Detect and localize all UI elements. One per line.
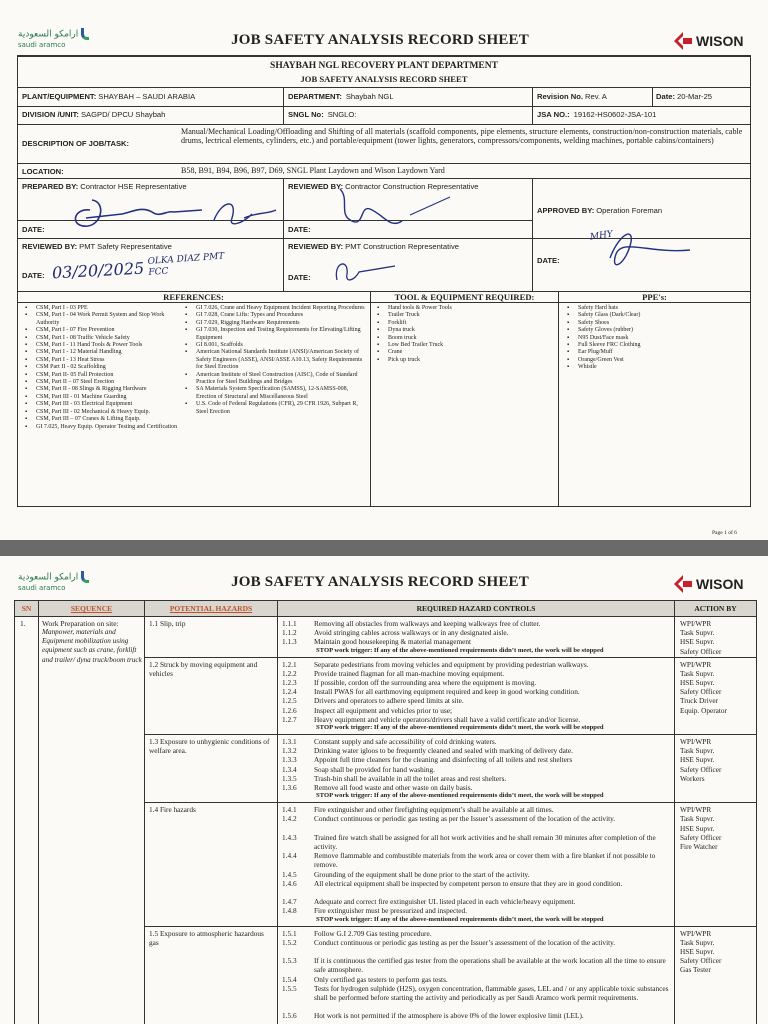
control-text: Fire extinguisher must be pressurized and inspected. bbox=[314, 906, 467, 916]
reference-item: ▪ CSM, Part III - 02 Mechanical & Heavy Equip. bbox=[24, 409, 178, 416]
action-by: WPI/WPR Task Supvr. HSE Supvr. Safety Officer Workers bbox=[680, 737, 722, 783]
tool-item: ▪ Low Bed Trailer Truck bbox=[376, 342, 546, 349]
control-text: If it is continuous the certified gas tester from the operations shall be available at the work location all the time to ensure safe atmosphere. bbox=[314, 956, 666, 975]
wison-logo-text-p2: WISON bbox=[696, 576, 744, 592]
reference-item: ▪ CSM, Part II – 07 Steel Erection bbox=[24, 379, 178, 386]
reference-item: ▪ CSM, Part I - 13 Heat Stress bbox=[24, 357, 178, 364]
control-code: 1.2.4 bbox=[282, 687, 297, 697]
col-sequence: SEQUENCE bbox=[70, 604, 113, 613]
reviewed-contractor-field: REVIEWED BY: Contractor Construction Representative bbox=[288, 182, 479, 191]
reference-item: ▪ CSM, Part I - 07 Fire Prevention bbox=[24, 327, 178, 334]
action-by: WPI/WPR Task Supvr. HSE Supvr. Safety Officer Fire Watcher bbox=[680, 805, 722, 851]
control-code: 1.3.4 bbox=[282, 764, 297, 774]
wison-logo bbox=[672, 30, 743, 52]
description-label: DESCRIPTION OF JOB/TASK: bbox=[22, 139, 130, 148]
control-code: 1.5.4 bbox=[282, 974, 297, 984]
control-text: Soap shall be provided for hand washing. bbox=[314, 764, 435, 774]
department-header: SHAYBAH NGL RECOVERY PLANT DEPARTMENT bbox=[270, 61, 498, 71]
date-reviewed-label: DATE: bbox=[288, 225, 311, 234]
hazard-item: 1.3 Exposure to unhygienic conditions of welfare area. bbox=[149, 737, 270, 756]
logo-sub-text: saudi aramco bbox=[18, 41, 66, 49]
jsa-field: JSA NO.: 19162-HS0602-JSA-101 bbox=[537, 110, 657, 119]
page-number: Page 1 of 6 bbox=[712, 530, 737, 536]
ppe-item: ▪ Safety Shoes bbox=[566, 320, 736, 327]
sngl-field: SNGL No: SNGLO: bbox=[288, 110, 357, 119]
group-divider bbox=[145, 734, 756, 735]
date-approved-label: DATE: bbox=[537, 256, 560, 265]
ppe-header: PPE's: bbox=[642, 292, 667, 302]
page-title: JOB SAFETY ANALYSIS RECORD SHEET bbox=[231, 32, 529, 48]
control-code: 1.5.5 bbox=[282, 983, 297, 993]
reference-item: ▪ GI 7.025, Heavy Equip. Operator Testing and Certification bbox=[24, 424, 178, 431]
control-code: 1.1.3 bbox=[282, 637, 297, 647]
reviewed-pmt-safety-field: REVIEWED BY: PMT Safety Representative bbox=[22, 242, 172, 251]
reference-item: ▪ GI 7.029, Rigging Hardware Requirements bbox=[184, 320, 366, 327]
control-code: 1.4.8 bbox=[282, 906, 297, 916]
hazard-item: 1.4 Fire hazards bbox=[149, 805, 196, 815]
references-list-1 bbox=[24, 305, 178, 431]
signature-contractor bbox=[330, 185, 490, 240]
group-divider bbox=[145, 802, 756, 803]
location-label: LOCATION: bbox=[22, 167, 64, 176]
signature-approved bbox=[580, 224, 700, 274]
handwritten-name: OLKA DIAZ PMT FCC bbox=[147, 251, 225, 278]
reference-item: ▪ GI 8.001, Scaffolds bbox=[184, 342, 366, 349]
logo-sub-text-p2: saudi aramco bbox=[18, 584, 66, 592]
ppe-item: ▪ Safety Gloves (rubber) bbox=[566, 327, 736, 334]
signature-prepared bbox=[62, 188, 282, 238]
ppe-item: ▪ Full Sleeve FRC Clothing bbox=[566, 342, 736, 349]
control-text: Drivers and operators to adhere speed limits at site. bbox=[314, 696, 464, 706]
date-pmt-construction-label: DATE: bbox=[288, 273, 311, 282]
control-text: Follow G.I 2.709 Gas testing procedure. bbox=[314, 928, 432, 938]
control-code: 1.5.1 bbox=[282, 928, 297, 938]
control-text: Drinking water igloos to be frequently cleaned and sealed with marking of delivery date. bbox=[314, 746, 573, 756]
signature-pmt-construction bbox=[325, 250, 415, 290]
logo-arabic-text: ارامكو السعودية bbox=[18, 29, 79, 40]
stop-work-trigger: STOP work trigger: If any of the above-mentioned requirements didn’t meet, the work will be stopped bbox=[316, 915, 604, 923]
date-prepared-label: DATE: bbox=[22, 225, 45, 234]
control-text: Trash-bin shall be available in all the toilet areas and rest shelters. bbox=[314, 773, 507, 783]
reference-item: ▪ CSM, Part II- 05 Fall Protection bbox=[24, 372, 178, 379]
date-pmt-label: DATE: bbox=[22, 271, 45, 280]
control-text: Hot work is not permitted if the atmosphere is above 0% of the lower explosive limit (LEL). bbox=[314, 1011, 584, 1021]
approved-field: APPROVED BY: Operation Foreman bbox=[537, 206, 663, 215]
tools-list bbox=[376, 305, 546, 364]
reference-item: ▪ CSM, Part III - 01 Machine Guarding bbox=[24, 394, 178, 401]
revision-field: Revision No. Rev. A bbox=[537, 92, 607, 101]
col-controls: REQUIRED HAZARD CONTROLS bbox=[416, 604, 536, 613]
control-code: 1.3.5 bbox=[282, 773, 297, 783]
control-text: Adequate and correct fire extinguisher UL listed placed in each vehicle/heavy equipment. bbox=[314, 897, 576, 907]
control-code: 1.2.3 bbox=[282, 678, 297, 687]
reference-item: ▪ U.S. Code of Federal Regulations (CFR), 29 CFR 1926, Subpart R, Steel Erection bbox=[184, 401, 366, 416]
col-action: ACTION BY bbox=[694, 604, 737, 613]
control-text: Grounding of the equipment shall be done prior to the start of the activity. bbox=[314, 869, 530, 879]
department-field: DEPARTMENT: Shaybah NGL bbox=[288, 92, 394, 101]
ppe-item: ▪ Safety Glass (Dark/Clear) bbox=[566, 312, 736, 319]
control-text: Heavy equipment and vehicle operators/drivers shall have a valid certificate and/or license. bbox=[314, 714, 581, 724]
logo-arabic-text-p2: ارامكو السعودية bbox=[18, 572, 79, 583]
control-code: 1.4.1 bbox=[282, 805, 297, 815]
reference-item: ▪ CSM Part II - 02 Scaffolding bbox=[24, 364, 178, 371]
control-code: 1.2.2 bbox=[282, 668, 297, 678]
control-text: Conduct continuous or periodic gas testing as per the Issuer’s assessment of the location of the activity. bbox=[314, 937, 616, 947]
reference-item: ▪ CSM, Part III – 07 Cranes & Lifting Equip. bbox=[24, 416, 178, 423]
control-code: 1.5.3 bbox=[282, 956, 297, 966]
location-value: B58, B91, B94, B96, B97, D69, SNGL Plant Laydown and Wison Laydown Yard bbox=[181, 166, 445, 175]
action-by: WPI/WPR Task Supvr. HSE Supvr. Safety Officer bbox=[680, 619, 722, 656]
control-text: Removing all obstacles from walkways and keeping walkways free of clutter. bbox=[314, 619, 541, 628]
group-divider bbox=[145, 657, 756, 658]
tools-header: TOOL & EQUIPMENT REQUIRED: bbox=[394, 292, 535, 302]
ppe-item: ▪ Orange/Green Vest bbox=[566, 357, 736, 364]
tool-item: ▪ Pick up truck bbox=[376, 357, 546, 364]
date-field: Date: 20-Mar-25 bbox=[656, 92, 713, 101]
saudi-aramco-logo bbox=[18, 28, 89, 50]
reference-item: ▪ American National Standards Institute (ANSI)/American Society of Safety Engineers (ASSE), ANSI/ASSE A10.13, Safety Requirements for Steel Erection bbox=[184, 349, 366, 371]
control-text: If possible, cordon off the surrounding area where the equipment is moving. bbox=[314, 678, 537, 687]
tool-item: ▪ Trailer Truck bbox=[376, 312, 546, 319]
reference-item: ▪ CSM, Part III - 03 Electrical Equipment bbox=[24, 401, 178, 408]
sub-title: JOB SAFETY ANALYSIS RECORD SHEET bbox=[300, 74, 468, 84]
control-text: Fire extinguisher and other firefighting equipment’s shall be available at all times. bbox=[314, 805, 554, 815]
control-text: Conduct continuous or periodic gas testing as per the Issuer’s assessment of the location of the activity. bbox=[314, 814, 616, 824]
control-code: 1.4.3 bbox=[282, 832, 297, 842]
tool-item: ▪ Boom truck bbox=[376, 335, 546, 342]
control-text: Provide trained flagman for all man-machine moving equipment. bbox=[314, 668, 505, 678]
control-code: 1.4.2 bbox=[282, 814, 297, 824]
control-code: 1.2.7 bbox=[282, 714, 297, 724]
stop-work-trigger: STOP work trigger: If any of the above-mentioned requirements didn’t meet, the work will be stopped bbox=[316, 792, 604, 800]
reference-item: ▪ CSM, Part I - 11 Hand Tools & Power Tools bbox=[24, 342, 178, 349]
control-code: 1.3.2 bbox=[282, 746, 297, 756]
wison-mark-icon-p2 bbox=[672, 573, 694, 595]
reference-item: ▪ CSM, Part I - 12 Material Handling bbox=[24, 349, 178, 356]
references-header: REFERENCES: bbox=[163, 292, 224, 302]
prepared-field: PREPARED BY: Contractor HSE Representative bbox=[22, 182, 187, 191]
control-code: 1.2.1 bbox=[282, 659, 297, 669]
ppe-item: ▪ Safety Hard hats bbox=[566, 305, 736, 312]
control-text: Inspect all equipment and vehicles prior to use; bbox=[314, 705, 452, 715]
sn-value: 1. bbox=[20, 619, 26, 628]
hazard-item: 1.2 Struck by moving equipment and vehicles bbox=[149, 659, 258, 678]
tool-item: ▪ Hand tools & Power Tools bbox=[376, 305, 546, 312]
control-code: 1.3.3 bbox=[282, 755, 297, 765]
references-list-2 bbox=[184, 305, 366, 416]
control-code: 1.2.5 bbox=[282, 696, 297, 706]
control-text: Constant supply and safe accessibility of cold drinking waters. bbox=[314, 737, 497, 746]
ppe-item: ▪ Ear Plug/Muff bbox=[566, 349, 736, 356]
control-text: Only certified gas testers to perform gas tests. bbox=[314, 974, 448, 984]
hazard-item: 1.1 Slip, trip bbox=[149, 619, 186, 628]
control-code: 1.1.1 bbox=[282, 619, 297, 628]
control-text: Tests for hydrogen sulphide (H2S), oxygen concentration, flammable gases, LEL and / or any applicable toxic substances shall be performed before starting the activity and periodically as per Saudi Aramco work permit requirements. bbox=[314, 983, 669, 1002]
reference-item: ▪ GI 7.030, Inspection and Testing Requirements for Elevating/Lifting Equipment bbox=[184, 327, 366, 342]
reference-item: ▪ CSM, Part I - 03 PPE bbox=[24, 305, 178, 312]
stop-work-trigger: STOP work trigger: If any of the above-mentioned requirements didn’t meet, the work will be stopped bbox=[316, 646, 604, 654]
control-text: Remove all food waste and other waste on daily basis. bbox=[314, 783, 473, 792]
control-text: Appoint full time cleaners for the cleaning and disinfecting of all toilets and rest shelters bbox=[314, 755, 573, 765]
hazard-item: 1.5 Exposure to atmospheric hazardous gas bbox=[149, 928, 264, 947]
control-text: Remove flammable and combustible materials from the work area or cover them with a fire blanket if not possible to remove. bbox=[314, 851, 656, 870]
aramco-mark-icon-p2 bbox=[81, 571, 89, 583]
handwritten-date: 03/20/2025 bbox=[51, 258, 145, 283]
reference-item: ▪ CSM, Part I - 08 Traffic Vehicle Safety bbox=[24, 335, 178, 342]
sequence-sub: Manpower, materials and Equipment mobilization using equipment such as crane, forklift and trailer/ dyna truck/boom truck bbox=[42, 628, 142, 664]
control-text: Trained fire watch shall be assigned for all hot work activities and he shall remain 30 minutes after completion of the activity. bbox=[314, 832, 656, 851]
plant-field: PLANT/EQUIPMENT: SHAYBAH – SAUDI ARABIA bbox=[22, 92, 196, 101]
control-code: 1.5.2 bbox=[282, 937, 297, 947]
control-text: Maintain good housekeeping & material management bbox=[314, 637, 472, 647]
control-code: 1.4.6 bbox=[282, 878, 297, 888]
ppe-list bbox=[566, 305, 736, 372]
reference-item: ▪ CSM, Part I - 04 Work Permit System and Stop Work Authority bbox=[24, 312, 178, 327]
tool-item: ▪ Crane bbox=[376, 349, 546, 356]
aramco-mark-icon bbox=[81, 28, 89, 40]
reference-item: ▪ American Institute of Steel Construction (AISC), Code of Standard Practice for Steel Buildings and Bridges bbox=[184, 372, 366, 387]
division-field: DIVISION /UNIT: SAGPD/ DPCU Shaybah bbox=[22, 110, 166, 119]
control-code: 1.5.6 bbox=[282, 1011, 297, 1021]
wison-logo-p2 bbox=[672, 573, 743, 595]
control-code: 1.2.6 bbox=[282, 705, 297, 715]
wison-mark-icon bbox=[672, 30, 694, 52]
reference-item: ▪ GI 7.026, Crane and Heavy Equipment Incident Reporting Procedures bbox=[184, 305, 366, 312]
handwritten-initials: MHY bbox=[589, 229, 614, 243]
control-text: All electrical equipment shall be inspected by competent person to ensure that they are in good condition. bbox=[314, 878, 623, 888]
control-code: 1.1.2 bbox=[282, 628, 297, 638]
tool-item: ▪ Forklift bbox=[376, 320, 546, 327]
control-code: 1.4.7 bbox=[282, 897, 297, 907]
tool-item: ▪ Dyna truck bbox=[376, 327, 546, 334]
control-code: 1.4.4 bbox=[282, 851, 297, 861]
ppe-item: ▪ N95 Dust/Face mask bbox=[566, 335, 736, 342]
control-text: Install PWAS for all earthmoving equipment required and keep in good working condition. bbox=[314, 687, 580, 697]
saudi-aramco-logo-p2 bbox=[18, 571, 89, 593]
control-text: Avoid stringing cables across walkways or in any designated aisle. bbox=[314, 628, 509, 638]
control-text: Separate pedestrians from moving vehicles and equipment by providing pedestrian walkways. bbox=[314, 659, 589, 669]
control-code: 1.3.1 bbox=[282, 737, 297, 746]
col-hazards: POTENTIAL HAZARDS bbox=[169, 604, 253, 613]
reviewed-pmt-construction-field: REVIEWED BY: PMT Construction Representative bbox=[288, 242, 459, 251]
document-page-2 bbox=[0, 556, 768, 1024]
group-divider bbox=[145, 926, 756, 927]
description-value: Manual/Mechanical Loading/Offloading and Shifting of all materials (scaffold components, pipe elements, structure elements, construction/non-construction materials, cable drums, lectrical elements, cylinders, etc.) and portable/equipment (tower lights, generators, compressors/components, welding machines, portable cabins/containers) bbox=[181, 127, 743, 146]
control-code: 1.3.6 bbox=[282, 783, 297, 792]
stop-work-trigger: STOP work trigger: If any of the above-mentioned requirements didn’t meet, the work will be stopped bbox=[316, 724, 604, 731]
page-title-2: JOB SAFETY ANALYSIS RECORD SHEET bbox=[231, 574, 529, 590]
control-code: 1.4.5 bbox=[282, 869, 297, 879]
col-sn: SN bbox=[21, 604, 32, 613]
reference-item: ▪ SA Materials System Specification (SAMSS), 12-SAMSS-008, Erection of Structural and Miscellaneous Steel bbox=[184, 386, 366, 401]
action-by: WPI/WPR Task Supvr. HSE Supvr. Safety Officer Gas Tester bbox=[680, 928, 722, 975]
wison-logo-text: WISON bbox=[696, 33, 744, 49]
ppe-item: ▪ Whistle bbox=[566, 364, 736, 371]
reference-item: ▪ CSM, Part II - 08 Slings & Rigging Hardware bbox=[24, 386, 178, 393]
action-by: WPI/WPR Task Supvr. HSE Supvr. Safety Officer Truck Driver Equip. Operator bbox=[680, 659, 728, 715]
sequence-main: Work Preparation on site: bbox=[42, 619, 119, 628]
reference-item: ▪ GI 7.028, Crane Lifts: Types and Procedures bbox=[184, 312, 366, 319]
